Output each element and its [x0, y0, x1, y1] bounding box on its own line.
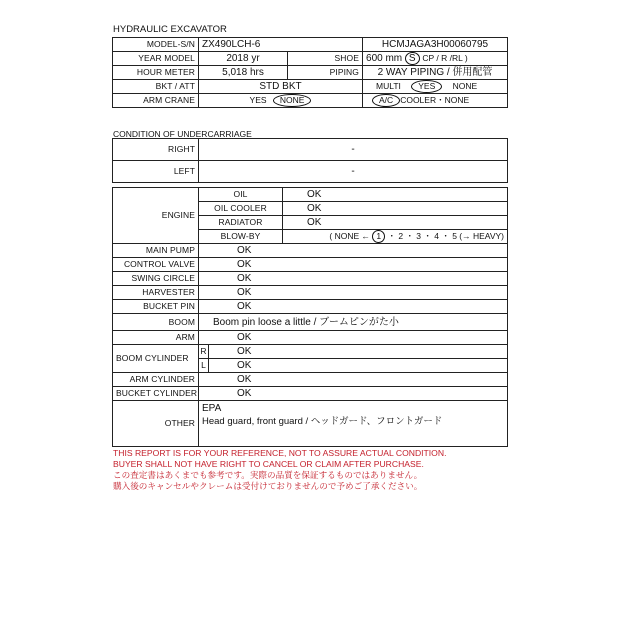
cooler-options: COOLER・NONE: [400, 95, 470, 105]
undercarriage-table: [112, 138, 508, 183]
multi-value: [363, 80, 508, 94]
arm-crane-none-selected: NONE: [273, 94, 312, 107]
serial-value: HCMJAGA3H00060795: [363, 38, 508, 52]
arm-cylinder-value: OK: [199, 373, 508, 387]
disclaimer-line-2: BUYER SHALL NOT HAVE RIGHT TO CANCEL OR CLAIM AFTER PURCHASE.: [113, 459, 424, 469]
disclaimer-line-3: この査定書はあくまでも参考です。実際の品質を保証するものではありません。: [113, 470, 423, 480]
other-value: [199, 401, 508, 447]
blowby-label: BLOW-BY: [199, 230, 283, 244]
right-value: -: [199, 139, 508, 161]
arm-cylinder-label: ARM CYLINDER: [113, 373, 199, 387]
harvester-value: OK: [199, 286, 508, 300]
boom-cylinder-r-label: R: [199, 345, 209, 359]
shoe-label: SHOE: [288, 52, 363, 66]
swing-circle-value: OK: [199, 272, 508, 286]
shoe-options-rest: CP / R /RL ): [422, 53, 468, 63]
left-label: LEFT: [113, 161, 199, 183]
bucket-pin-value: OK: [199, 300, 508, 314]
arm-crane-value: [199, 94, 363, 108]
boom-cylinder-l-value: OK: [209, 359, 508, 373]
undercarriage-title: CONDITION OF UNDERCARRIAGE: [113, 129, 252, 139]
harvester-label: HARVESTER: [113, 286, 199, 300]
multi-yes-selected: YES: [411, 80, 442, 93]
blowby-scale-rest: ・ 2 ・ 3 ・ 4 ・ 5 (→ HEAVY): [387, 231, 505, 241]
year-value: 2018 yr: [199, 52, 288, 66]
boom-cylinder-r-value: OK: [209, 345, 508, 359]
document-title: HYDRAULIC EXCAVATOR: [113, 24, 227, 35]
bucket-cylinder-label: BUCKET CYLINDER: [113, 387, 199, 401]
blowby-value: [283, 230, 508, 244]
shoe-value: [363, 52, 508, 66]
control-valve-value: OK: [199, 258, 508, 272]
arm-crane-yes: YES: [249, 95, 267, 105]
multi-label: MULTI: [376, 81, 401, 91]
piping-label: PIPING: [288, 66, 363, 80]
arm-value: OK: [199, 331, 508, 345]
radiator-value: OK: [283, 216, 508, 230]
oil-value: OK: [283, 188, 508, 202]
disclaimer-line-1: THIS REPORT IS FOR YOUR REFERENCE, NOT TO ASSURE ACTUAL CONDITION.: [113, 448, 447, 458]
control-valve-label: CONTROL VALVE: [113, 258, 199, 272]
engine-label: ENGINE: [113, 188, 199, 244]
aircon-value: [363, 94, 508, 108]
shoe-option-selected: S: [405, 52, 420, 65]
other-line-1: EPA: [202, 403, 222, 414]
main-pump-value: OK: [199, 244, 508, 258]
oil-cooler-label: OIL COOLER: [199, 202, 283, 216]
ac-selected: A/C: [372, 94, 400, 107]
arm-crane-label: ARM CRANE: [113, 94, 199, 108]
oil-label: OIL: [199, 188, 283, 202]
boom-label: BOOM: [113, 314, 199, 331]
model-sn-label: MODEL-S/N: [113, 38, 199, 52]
piping-value: 2 WAY PIPING / 併用配管: [363, 66, 508, 80]
hour-label: HOUR METER: [113, 66, 199, 80]
blowby-selected: 1: [372, 230, 385, 243]
boom-cylinder-l-label: L: [199, 359, 209, 373]
radiator-label: RADIATOR: [199, 216, 283, 230]
year-label: YEAR MODEL: [113, 52, 199, 66]
disclaimer-line-4: 購入後のキャンセルやクレームは受付けておりませんので予めご了承ください。: [113, 481, 423, 491]
spec-table: [112, 37, 508, 108]
bucket-cylinder-value: OK: [199, 387, 508, 401]
bkt-value: STD BKT: [199, 80, 363, 94]
boom-value: Boom pin loose a little / ブームピンがた小: [199, 314, 508, 331]
blowby-scale-start: ( NONE ←: [329, 231, 371, 241]
model-value: ZX490LCH-6: [199, 38, 363, 52]
other-line-2: Head guard, front guard / ヘッドガード、フロントガード: [202, 416, 443, 427]
bkt-label: BKT / ATT: [113, 80, 199, 94]
swing-circle-label: SWING CIRCLE: [113, 272, 199, 286]
oil-cooler-value: OK: [283, 202, 508, 216]
shoe-size: 600 mm: [366, 53, 403, 64]
inspection-table: [112, 187, 508, 447]
right-label: RIGHT: [113, 139, 199, 161]
bucket-pin-label: BUCKET PIN: [113, 300, 199, 314]
other-label: OTHER: [113, 401, 199, 447]
arm-label: ARM: [113, 331, 199, 345]
hour-value: 5,018 hrs: [199, 66, 288, 80]
main-pump-label: MAIN PUMP: [113, 244, 199, 258]
multi-none: NONE: [452, 81, 478, 91]
boom-cylinder-label: BOOM CYLINDER: [113, 345, 199, 373]
left-value: -: [199, 161, 508, 183]
